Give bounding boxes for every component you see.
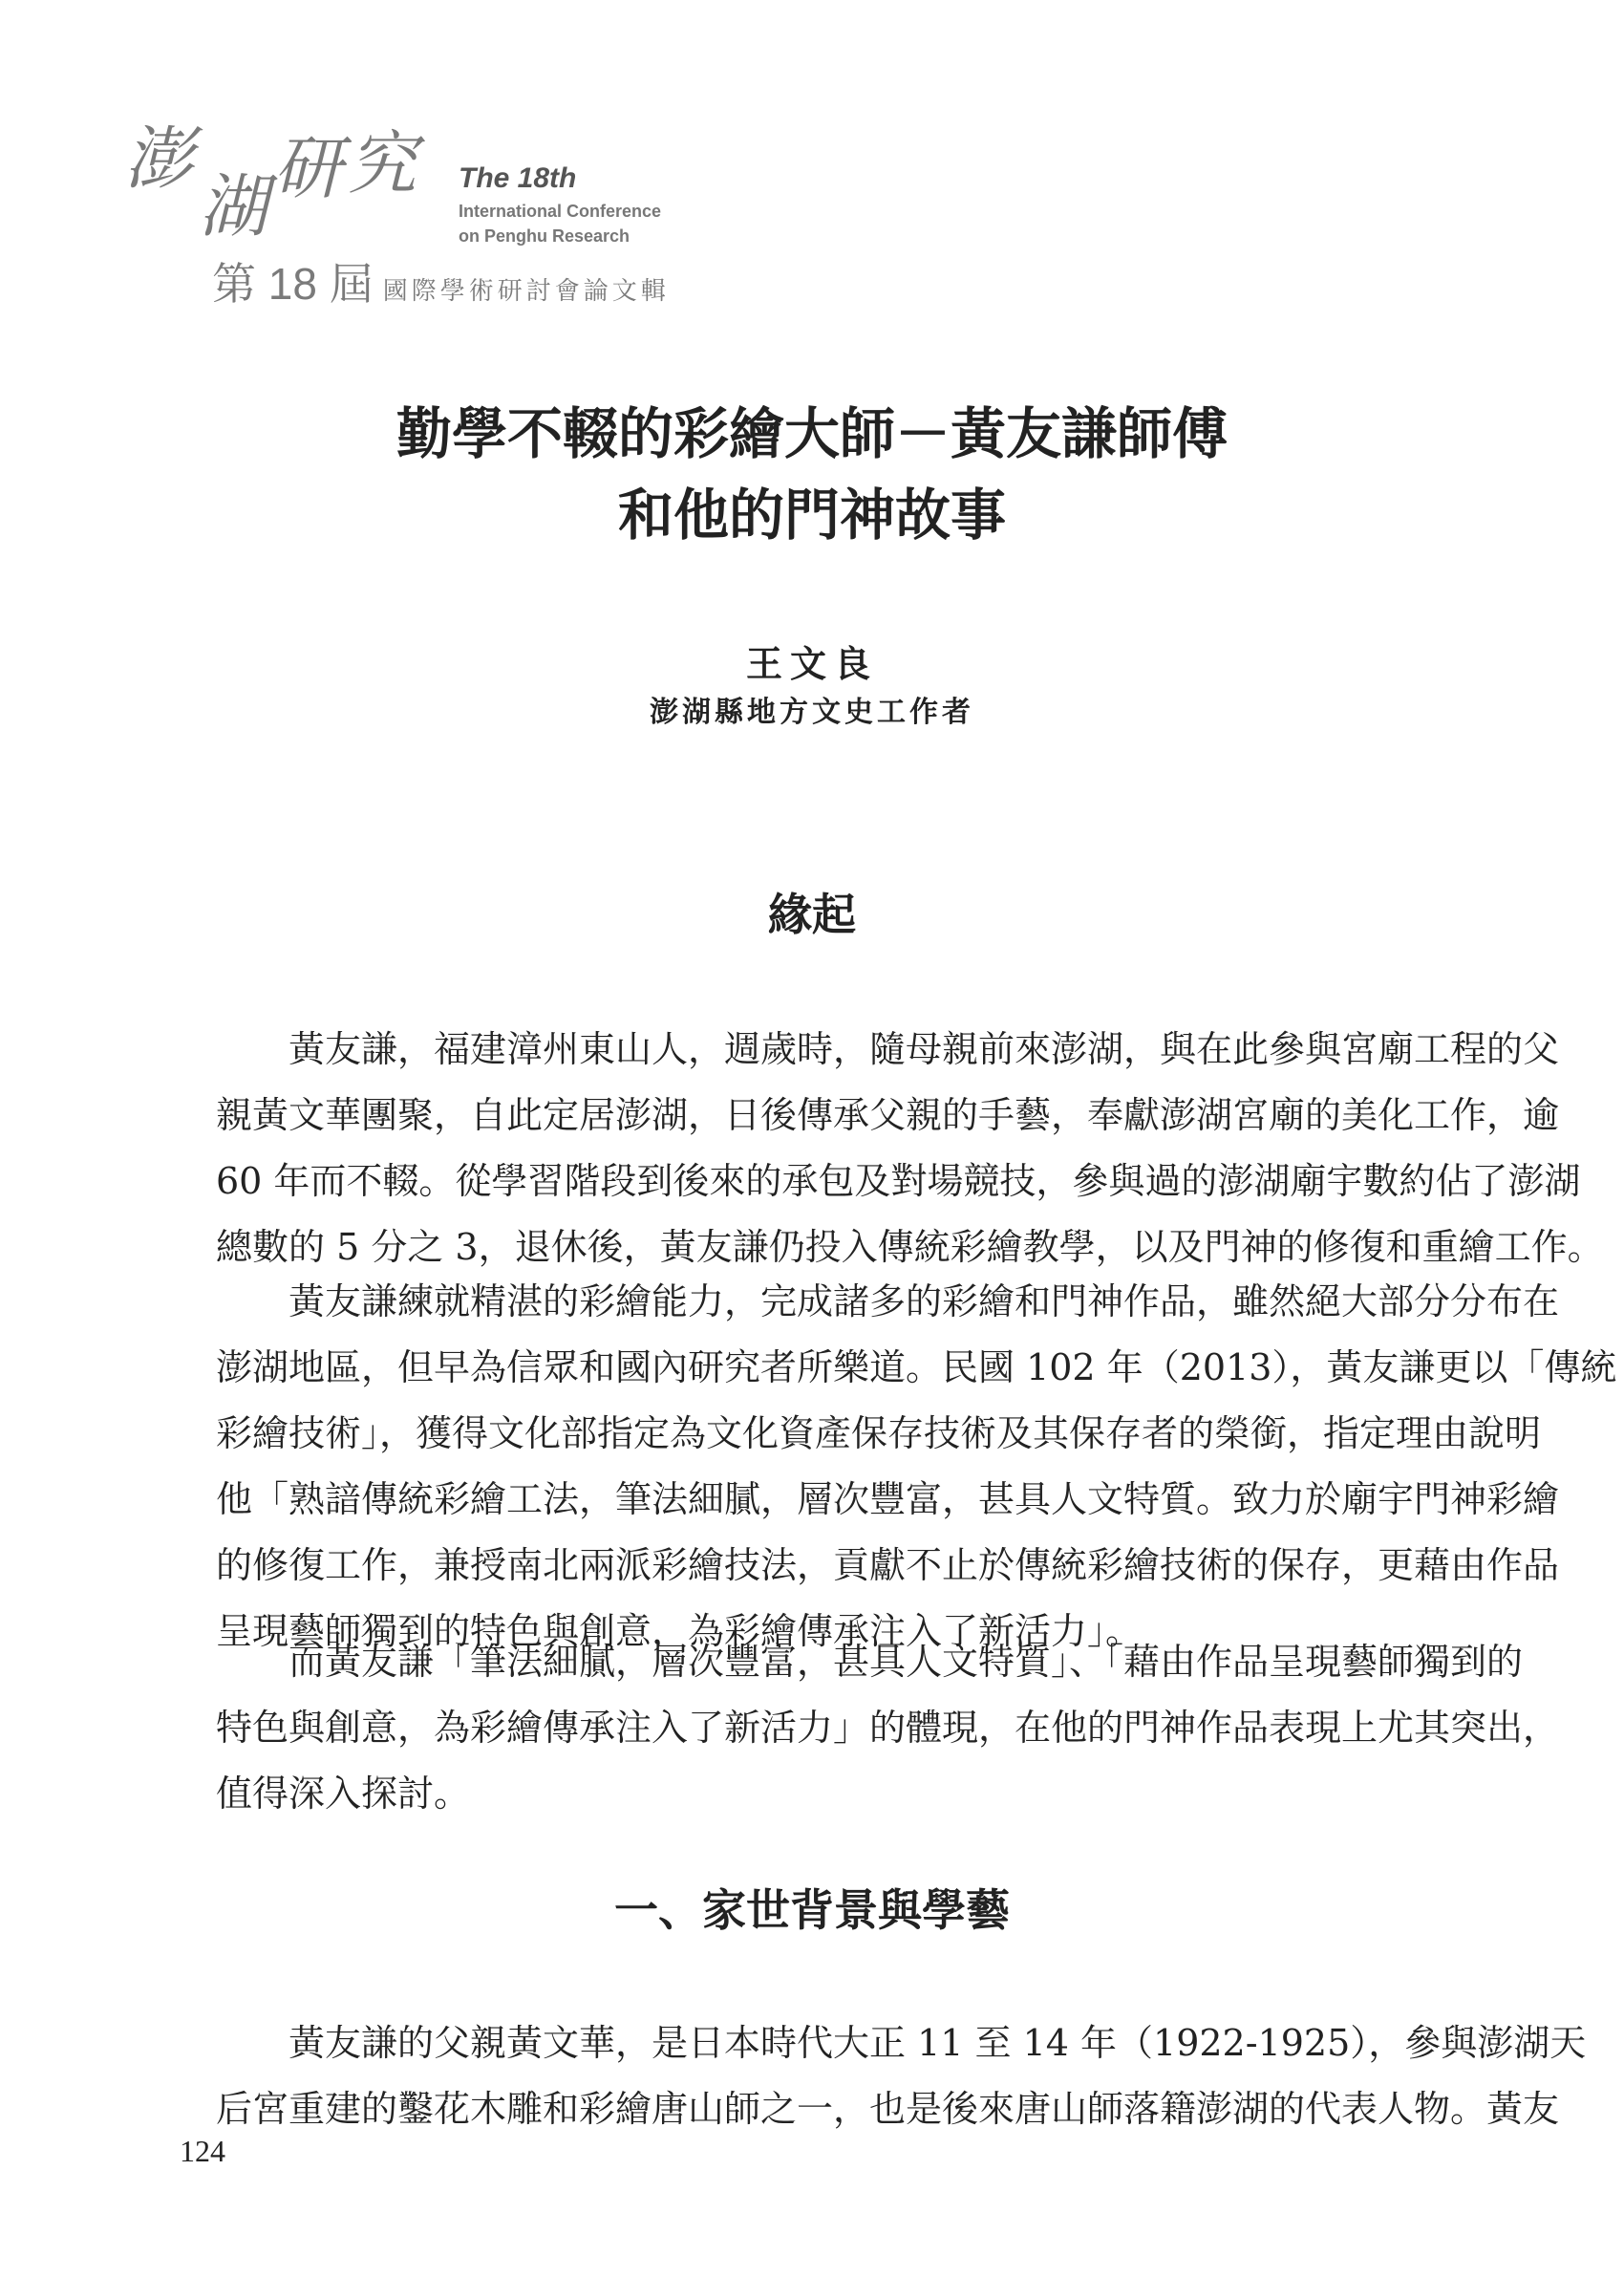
section-heading: 一、家世背景與學藝 (614, 1884, 1010, 1936)
article-title-line2: 和他的門神故事 (617, 483, 1006, 548)
article-title-line1: 勤學不輟的彩繪大師－黃友謙師傅 (395, 401, 1228, 466)
text-line: 而黃友謙「筆法細膩，層次豐富，甚具人文特質」、「藉由作品呈現藝師獨到的 (288, 1641, 1524, 1683)
text-line: 呈現藝師獨到的特色與創意，為彩繪傳承注入了新活力」。 (216, 1610, 1143, 1652)
text-line: 60 年而不輟。從學習階段到後來的承包及對場競技，參與過的澎湖廟宇數約佔了澎湖 (216, 1160, 1581, 1202)
text-line: 后宮重建的鑿花木雕和彩繪唐山師之一，也是後來唐山師落籍澎湖的代表人物。黃友 (216, 2088, 1560, 2130)
page-number: 124 (180, 2134, 225, 2168)
logo-char: 澎 (124, 118, 194, 199)
text-line: 黃友謙練就精湛的彩繪能力，完成諸多的彩繪和門神作品，雖然絕大部分分布在 (288, 1280, 1560, 1322)
logo-edition (212, 260, 670, 309)
text-line: 黃友謙的父親黃文華，是日本時代大正 11 至 14 年（1922-1925），參與澎湖天 (288, 2022, 1587, 2064)
logo-char: 湖 (199, 166, 268, 247)
text-line: 他「熟諳傳統彩繪工法，筆法細膩，層次豐富，甚具人文特質。致力於廟宇門神彩繪 (216, 1478, 1560, 1520)
logo-char: 研 (273, 128, 343, 208)
text-line: 總數的 5 分之 3，退休後，黃友謙仍投入傳統彩繪教學，以及門神的修復和重繪工作。 (216, 1226, 1604, 1268)
logo-en-title: The 18th (459, 162, 577, 194)
text-line: 的修復工作，兼授南北兩派彩繪技法，貢獻不止於傳統彩繪技術的保存，更藉由作品 (216, 1544, 1560, 1586)
paragraph (216, 2018, 1587, 2150)
author-name: 王文良 (745, 642, 878, 685)
logo-en-line: on Penghu Research (459, 226, 630, 246)
paragraph (216, 1637, 1560, 1835)
author-affiliation: 澎湖縣地方文史工作者 (650, 696, 974, 729)
paragraph (216, 1277, 1617, 1672)
text-line: 彩繪技術」，獲得文化部指定為文化資產保存技術及其保存者的榮銜，指定理由說明 (216, 1412, 1542, 1454)
text-line: 值得深入探討。 (216, 1773, 471, 1815)
paragraph (216, 1024, 1604, 1288)
text-line: 親黃文華團聚，自此定居澎湖，日後傳承父親的手藝，奉獻澎湖宮廟的美化工作，逾 (216, 1094, 1560, 1136)
logo-en-line: International Conference (459, 202, 662, 221)
text-line: 特色與創意，為彩繪傳承注入了新活力」的體現，在他的門神作品表現上尤其突出， (216, 1707, 1560, 1749)
journal-logo (124, 118, 697, 315)
text-line: 澎湖地區，但早為信眾和國內研究者所樂道。民國 102 年（2013），黃友謙更以「傳統 (216, 1346, 1617, 1388)
logo-ordinal: 第 18 屆 (212, 259, 374, 309)
logo-char: 究 (348, 123, 417, 204)
section-heading: 緣起 (768, 889, 856, 940)
text-line: 黃友謙，福建漳州東山人，週歲時，隨母親前來澎湖，與在此參與宮廟工程的父 (288, 1028, 1560, 1070)
logo-subtitle: 國際學術研討會論文輯 (382, 276, 670, 305)
